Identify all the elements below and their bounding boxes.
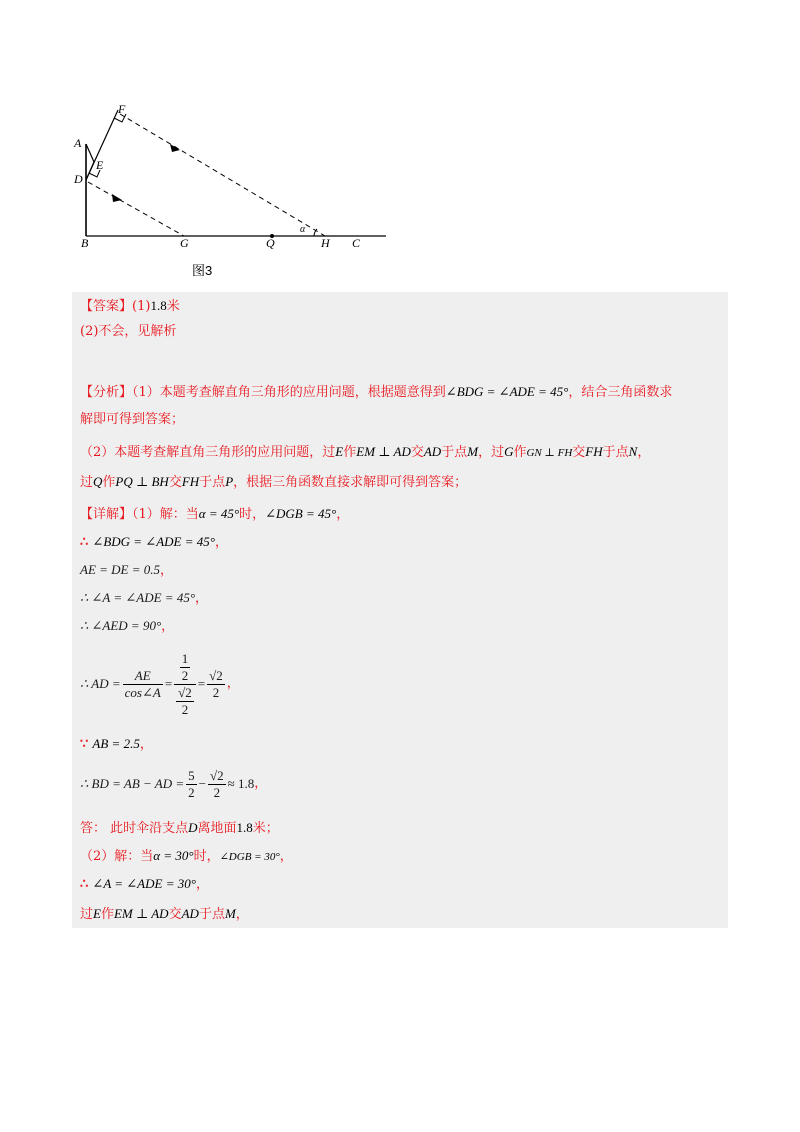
detail-line-12 <box>80 904 720 925</box>
equals-sign: = <box>197 676 206 691</box>
label-d: D <box>74 172 83 186</box>
analysis-text: ， <box>637 445 651 460</box>
detail-math: ∠A = ∠ADE = 30° <box>92 876 196 891</box>
detail-line-5 <box>80 616 720 637</box>
therefore-symbol: ∴ <box>80 877 89 892</box>
label-g: G <box>180 236 189 250</box>
detail-text: 作 <box>100 907 114 922</box>
detail-line-1 <box>80 504 720 525</box>
label-q: Q <box>266 236 275 250</box>
detail-tag: 【详解】 <box>80 507 133 522</box>
detail-math: E <box>93 906 101 921</box>
answer-part1-unit: 米 <box>166 299 180 314</box>
analysis-text: 作 <box>102 475 116 490</box>
detail-text: ， <box>195 877 209 892</box>
detail-math: ∠BDG = ∠ADE = 45° <box>92 534 215 549</box>
detail-line-3 <box>80 560 720 581</box>
analysis-math: ∠BDG = ∠ADE = 45° <box>445 384 569 399</box>
fraction-denominator: 2 <box>212 684 220 700</box>
analysis-text: ，结合三角函数求 <box>568 385 673 400</box>
detail-text: ， <box>214 535 228 550</box>
analysis-math: PQ ⊥ BH <box>115 474 169 489</box>
analysis-text: 于点 <box>602 445 629 460</box>
detail-text: 时， <box>193 849 220 864</box>
fraction-ae-cos <box>123 668 163 701</box>
detail-line-7 <box>80 734 720 755</box>
detail-math: ∠DGB = 45° <box>265 506 337 521</box>
analysis-text: 作 <box>513 445 527 460</box>
detail-math: α = 30° <box>153 848 194 863</box>
detail-text: ， <box>161 619 175 634</box>
detail-text: 答： 此时伞沿支点 <box>80 821 189 836</box>
detail-line-8 <box>80 764 720 804</box>
detail-text: ， <box>226 676 240 691</box>
fraction-numerator: AE <box>123 668 163 685</box>
detail-text: 离地面 <box>197 821 237 836</box>
analysis-math: N <box>628 444 638 459</box>
label-alpha: α <box>300 224 306 235</box>
fraction-denominator: 2 <box>213 784 221 800</box>
label-b: B <box>81 236 89 250</box>
detail-text: 时， <box>239 507 266 522</box>
detail-text: ， <box>279 849 293 864</box>
detail-math: ∠DGB = 30° <box>219 851 280 863</box>
answer-tag: 【答案】 <box>80 299 133 314</box>
analysis-math: M <box>467 444 479 459</box>
detail-text: ， <box>336 507 350 522</box>
fraction-denominator: 2 <box>181 667 189 683</box>
analysis-text: 作 <box>343 445 357 460</box>
detail-text: ， <box>254 776 268 791</box>
label-h: H <box>321 236 330 250</box>
detail-line-2 <box>80 532 720 553</box>
detail-line-11 <box>80 874 720 895</box>
detail-math: ∴ ∠A = ∠ADE = 45° <box>80 590 196 605</box>
figure-3 <box>68 96 398 276</box>
label-a: A <box>74 136 82 150</box>
detail-line-4 <box>80 588 720 609</box>
analysis-line-2: 解即可得到答案； <box>80 412 185 427</box>
solution-panel <box>72 292 728 928</box>
analysis-math: E <box>335 444 344 459</box>
detail-math: D <box>188 820 198 835</box>
analysis-math: EM ⊥ AD <box>356 444 411 459</box>
label-c: C <box>352 236 361 250</box>
fraction-5-over-2 <box>186 768 197 801</box>
detail-line-6 <box>80 652 720 716</box>
analysis-text: （1）本题考查解直角三角形的应用问题，根据题意得到 <box>132 385 446 400</box>
detail-math: 1.8 <box>236 820 253 835</box>
analysis-math: GN ⊥ FH <box>526 447 573 459</box>
fraction-denominator: 2 <box>188 784 195 800</box>
minus-sign: − <box>198 776 207 791</box>
label-e: E <box>96 158 104 172</box>
detail-text: 米； <box>252 821 279 836</box>
analysis-math: FH <box>181 474 200 489</box>
fraction-numerator: √2 <box>209 667 223 683</box>
label-f: F <box>118 102 126 116</box>
detail-line-10 <box>80 846 720 867</box>
detail-math: EM ⊥ AD <box>113 906 169 921</box>
analysis-line-3 <box>80 442 720 463</box>
detail-math: ∴ BD = AB − AD = <box>80 776 185 791</box>
answer-line-1 <box>80 296 720 317</box>
fraction-denominator: cos∠A <box>124 684 161 700</box>
answer-line-2: (2)不会，见解析 <box>80 324 177 339</box>
fraction-numerator: √2 <box>210 767 224 783</box>
detail-math: AB = 2.5 <box>92 736 140 751</box>
analysis-math: AD <box>423 444 442 459</box>
detail-text: 于点 <box>198 907 225 922</box>
analysis-tag: 【分析】 <box>80 385 133 400</box>
analysis-math: FH <box>585 444 603 459</box>
arrow-fh <box>170 144 180 152</box>
analysis-text: 交 <box>572 445 586 460</box>
because-symbol: ∵ <box>80 737 89 752</box>
detail-math: ∴ AD = <box>80 676 121 691</box>
detail-text: ， <box>195 591 209 606</box>
analysis-text: ，过 <box>478 445 505 460</box>
detail-math: AE = DE = 0.5 <box>80 562 161 577</box>
analysis-line-4 <box>80 472 720 493</box>
figure-caption: 图3 <box>192 263 213 278</box>
fraction-numerator: 1 <box>181 650 189 666</box>
segment-ae <box>86 144 94 162</box>
detail-math: M <box>224 906 236 921</box>
answer-part1-prefix: (1) <box>132 299 151 314</box>
fraction-denominator: 2 <box>181 701 189 717</box>
analysis-text: （2）本题考查解直角三角形的应用问题，过 <box>80 445 336 460</box>
analysis-math: G <box>504 444 514 459</box>
detail-text: 过 <box>80 907 94 922</box>
detail-text: （2）解：当 <box>80 849 154 864</box>
detail-math: ≈ 1.8 <box>227 776 255 791</box>
therefore-symbol: ∴ <box>80 535 89 550</box>
analysis-text: 交 <box>168 475 182 490</box>
detail-text: ， <box>160 563 174 578</box>
analysis-text: 交 <box>410 445 424 460</box>
fraction-root2-over-2 <box>207 668 225 701</box>
detail-math: ∴ ∠AED = 90° <box>80 618 162 633</box>
analysis-text: 过 <box>80 475 94 490</box>
geometry-diagram <box>68 96 398 256</box>
detail-line-9 <box>80 818 720 839</box>
analysis-math: P <box>225 474 234 489</box>
detail-text: 交 <box>168 907 182 922</box>
analysis-math: Q <box>93 474 103 489</box>
detail-text: （1）解：当 <box>132 507 199 522</box>
ray-dg <box>88 182 184 236</box>
analysis-line-1 <box>80 382 720 403</box>
detail-text: ， <box>139 737 153 752</box>
segment-ed <box>86 162 94 180</box>
analysis-text: ，根据三角函数直接求解即可得到答案； <box>233 475 468 490</box>
fraction-complex <box>174 651 196 718</box>
detail-text: ， <box>235 907 249 922</box>
detail-math: α = 45° <box>198 506 240 521</box>
fraction-numerator: √2 <box>178 684 192 700</box>
analysis-text: 于点 <box>199 475 226 490</box>
fraction-numerator: 5 <box>188 767 195 783</box>
fraction-root2-over-2 <box>208 768 226 801</box>
answer-part1-value: 1.8 <box>150 298 167 313</box>
detail-math: AD <box>181 906 199 921</box>
equals-sign: = <box>164 676 173 691</box>
analysis-text: 于点 <box>441 445 468 460</box>
